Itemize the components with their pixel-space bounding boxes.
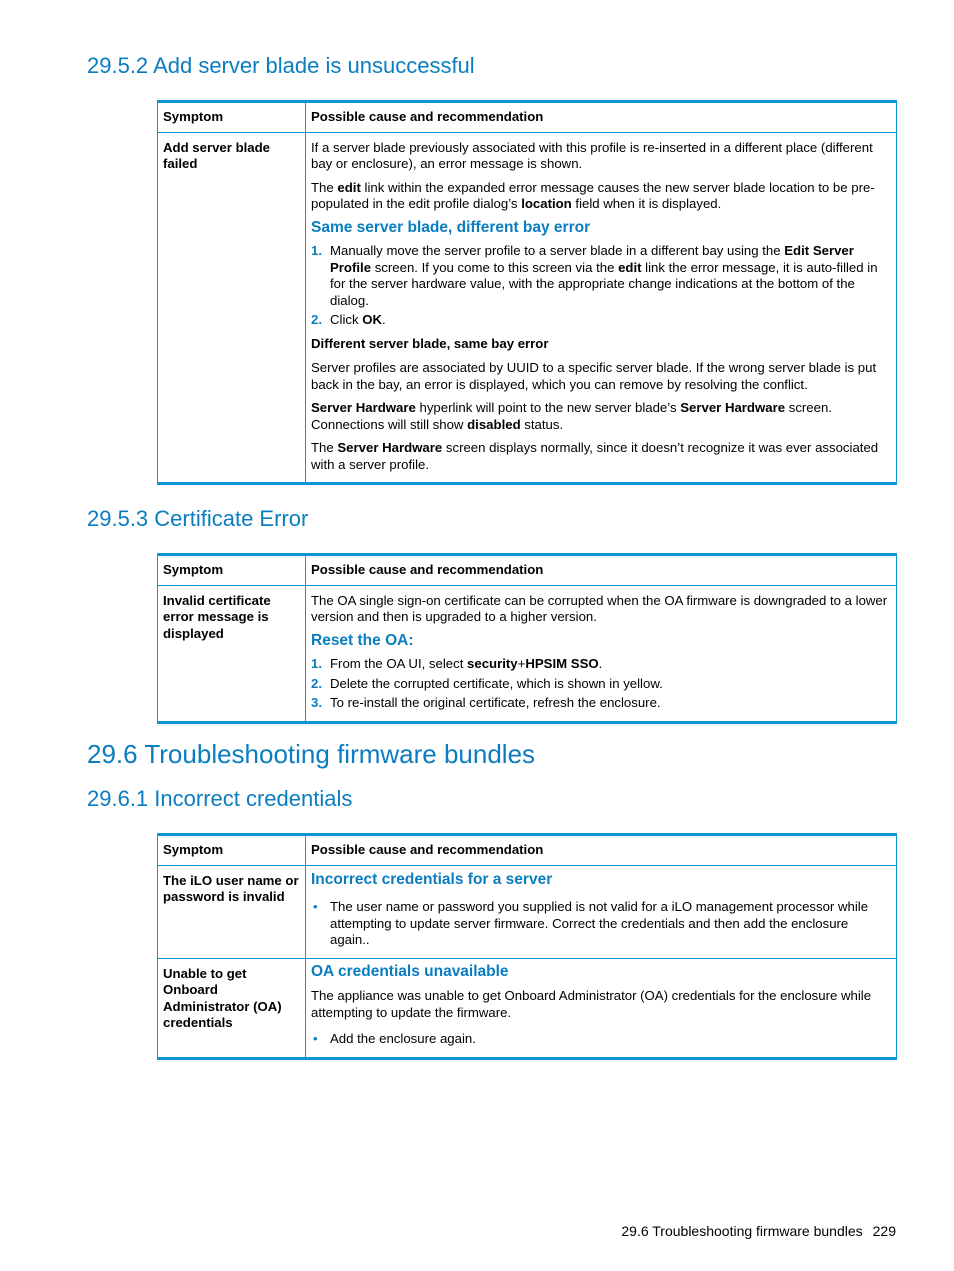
subheading-oa-credentials: OA credentials unavailable [311, 962, 509, 980]
column-header-cause: Possible cause and recommendation [306, 555, 897, 586]
symptom-cell: The iLO user name or password is invalid [158, 865, 306, 958]
symptom-cell: Unable to get Onboard Administrator (OA) credentials [158, 958, 306, 1058]
bullet-icon: • [313, 899, 318, 914]
paragraph: Server profiles are associated by UUID to a specific server blade. If the wrong server blade is put back in the bay, an error is displayed, which you can remove by resolving the conflict. [311, 360, 877, 392]
column-header-symptom: Symptom [158, 835, 306, 866]
column-header-symptom: Symptom [158, 102, 306, 133]
list-item: 2. Click OK. [311, 312, 386, 327]
symptom-cell: Add server blade failed [158, 132, 306, 484]
footer-section-title: 29.6 Troubleshooting firmware bundles [621, 1223, 863, 1239]
table-header-row [158, 102, 897, 133]
list-item: • The user name or password you supplied is not valid for a iLO management processor while attempting to update server firmware. Correct the credentials and then add the enclosure again.. [313, 899, 869, 947]
column-header-cause: Possible cause and recommendation [306, 102, 897, 133]
add-server-blade-table [157, 100, 897, 485]
subheading-same-blade: Same server blade, different bay error [311, 218, 591, 236]
paragraph: The edit link within the expanded error message causes the new server blade location to be pre-populated in the edit profile dialog’s location field when it is displayed. [311, 179, 875, 211]
column-header-symptom: Symptom [158, 555, 306, 586]
section-heading-add-server-blade: 29.5.2 Add server blade is unsuccessful [87, 53, 475, 78]
symptom-cell: Invalid certificate error message is displayed [158, 585, 306, 722]
table-row [158, 958, 897, 1058]
paragraph: Server Hardware hyperlink will point to the new server blade’s Server Hardware screen. Connections will still show disabled status. [311, 400, 832, 432]
subheading-different-blade: Different server blade, same bay error [311, 335, 549, 351]
column-header-cause: Possible cause and recommendation [306, 835, 897, 866]
cause-cell [306, 865, 897, 958]
paragraph: The Server Hardware screen displays normally, since it doesn’t recognize it was ever associated with a server profile. [311, 440, 879, 472]
cause-cell [306, 958, 897, 1058]
table-header-row [158, 555, 897, 586]
numbered-list [311, 656, 891, 712]
chapter-heading-firmware-bundles: 29.6 Troubleshooting firmware bundles [87, 739, 536, 769]
page-number: 229 [872, 1223, 896, 1239]
bullet-list [311, 899, 891, 949]
list-number: 1. [311, 243, 322, 258]
list-number: 1. [311, 656, 322, 671]
certificate-error-table [157, 553, 897, 724]
list-item: 1. Manually move the server profile to a server blade in a different bay using the Edit Server Profile screen. If you come to this screen via the edit link the error message, it is auto-filled in for the server hardware value, with the appropriate change indications at the bottom of the dialog. [311, 243, 878, 308]
section-heading-certificate-error: 29.5.3 Certificate Error [87, 506, 309, 531]
paragraph: The appliance was unable to get Onboard Administrator (OA) credentials for the enclosure while attempting to update the firmware. [311, 988, 872, 1020]
paragraph: The OA single sign-on certificate can be corrupted when the OA firmware is downgraded to a lower version and then is upgraded to a higher version. [311, 592, 888, 624]
table-row [158, 132, 897, 484]
list-item: 3. To re-install the original certificate, refresh the enclosure. [311, 695, 661, 710]
table-header-row [158, 835, 897, 866]
page-footer [621, 1223, 896, 1239]
subheading-incorrect-credentials: Incorrect credentials for a server [311, 870, 553, 888]
list-item: 2. Delete the corrupted certificate, which is shown in yellow. [311, 675, 663, 691]
incorrect-credentials-table [157, 833, 897, 1060]
cause-cell [306, 585, 897, 722]
list-item: • Add the enclosure again. [313, 1031, 476, 1046]
table-row [158, 865, 897, 958]
list-number: 2. [311, 675, 322, 691]
subheading-reset-oa: Reset the OA: [311, 631, 414, 649]
bullet-icon: • [313, 1031, 318, 1046]
paragraph: If a server blade previously associated with this profile is re-inserted in a different place (different bay or enclosure), an error message is shown. [311, 139, 873, 171]
section-heading-incorrect-credentials: 29.6.1 Incorrect credentials [87, 786, 353, 811]
numbered-list [311, 243, 891, 329]
list-number: 3. [311, 695, 322, 710]
list-number: 2. [311, 312, 322, 327]
list-item: 1. From the OA UI, select security+HPSIM SSO. [311, 656, 603, 671]
table-row [158, 585, 897, 722]
bullet-list [311, 1031, 891, 1048]
cause-cell [306, 132, 897, 484]
